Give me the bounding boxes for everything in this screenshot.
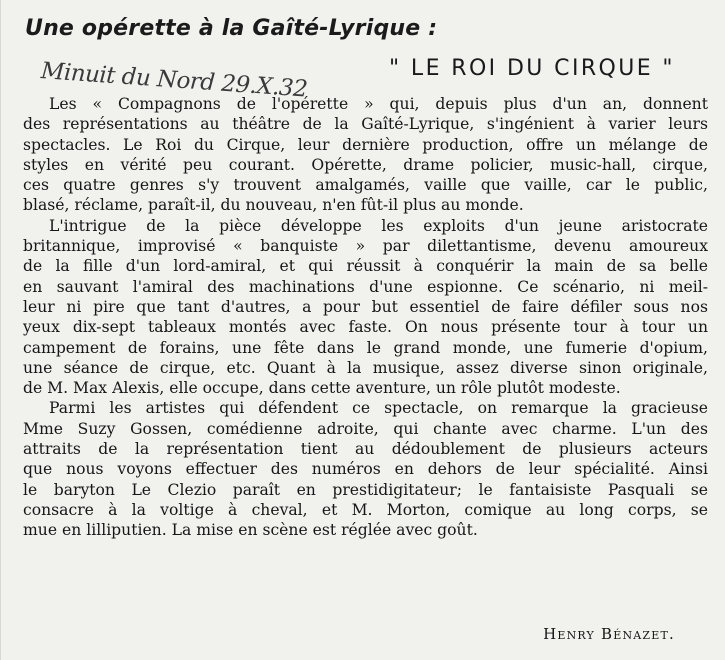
text-line: attraits de la représentation tient au dédoublement de plusieurs acteurs — [23, 440, 708, 459]
text-line: L'intrigue de la pièce développe les exploits d'un jeune aristocrate — [49, 216, 708, 235]
author-signature: Henry Bénazet. — [543, 625, 675, 643]
handwritten-annotation: Minuit du Nord 29.X.32 — [40, 58, 309, 103]
text-line: des représentations au théâtre de la Gaîté-Lyrique, s'ingénient à varier leurs — [23, 115, 708, 134]
article-heading: Une opérette à la Gaîté-Lyrique : — [25, 16, 438, 41]
text-line: une séance de cirque, etc. Quant à la musique, assez diverse sinon originale, — [23, 358, 708, 377]
text-line: que nous voyons effectuer des numéros en dehors de leur spécialité. Ainsi — [23, 460, 708, 479]
text-line: consacre à la voltige à cheval, et M. Morton, comique au long corps, se — [23, 500, 708, 519]
text-line: Mme Suzy Gossen, comédienne adroite, qui chante avec charme. L'un des — [23, 419, 708, 438]
text-line: de M. Max Alexis, elle occupe, dans cette aventure, un rôle plutôt modeste. — [23, 379, 621, 398]
text-line: styles en vérité peu courant. Opérette, drame policier, music-hall, cirque, — [23, 155, 708, 174]
text-line: Les « Compagnons de l'opérette » qui, depuis plus d'un an, donnent — [49, 95, 708, 113]
text-line: Parmi les artistes qui défendent ce spectacle, on remarque la gracieuse — [49, 399, 708, 418]
text-line: campement de forains, une fête dans le grand monde, une fumerie d'opium, — [23, 338, 708, 357]
text-line: ces quatre genres s'y trouvent amalgamés, vaille que vaille, car le public, — [23, 176, 708, 195]
text-line: spectacles. Le Roi du Cirque, leur dernière production, offre un mélange de — [23, 135, 708, 154]
text-line: britannique, improvisé « banquiste » par dilettantisme, devenu amoureux — [23, 237, 708, 256]
text-line: mue en lilliputien. La mise en scène est réglée avec goût. — [23, 521, 478, 540]
text-line: de la fille d'un lord-amiral, et qui réussit à conquérir la main de sa belle — [23, 257, 708, 276]
text-line: yeux dix-sept tableaux montés avec faste. On nous présente tour à tour un — [23, 318, 708, 337]
play-title: " LE ROI DU CIRQUE " — [389, 56, 675, 81]
text-line: leur ni pire que tant d'autres, a pour but essentiel de faire défiler sous nos — [23, 297, 708, 316]
text-line: en sauvant l'amiral des machinations d'une espionne. Ce scénario, ni meil- — [23, 277, 708, 296]
text-line: blasé, réclame, paraît-il, du nouveau, n'en fût-il plus au monde. — [23, 196, 524, 215]
article-body — [23, 94, 708, 541]
text-line: le baryton Le Clezio paraît en prestidigitateur; le fantaisiste Pasquali se — [23, 480, 708, 499]
